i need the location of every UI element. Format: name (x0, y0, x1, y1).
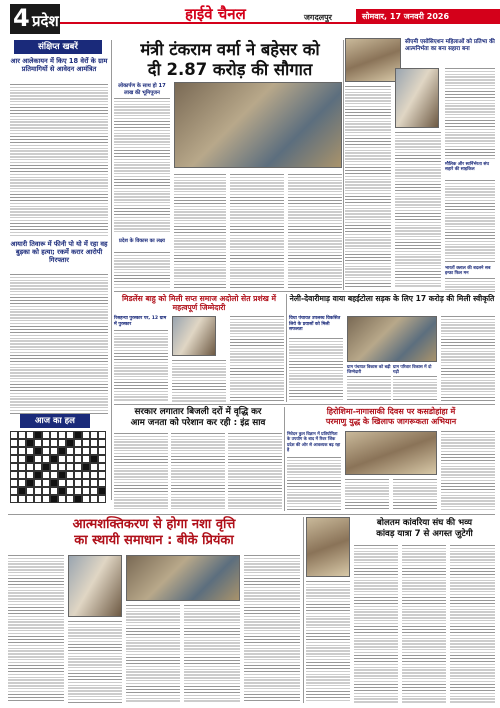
middle-left-story (114, 294, 284, 402)
crossword-cell (34, 455, 42, 463)
crossword-cell (90, 463, 98, 471)
crossword-cell (82, 495, 90, 503)
crossword-cell (82, 455, 90, 463)
crossword-cell (66, 487, 74, 495)
crossword-cell (74, 447, 82, 455)
crossword-cell (98, 495, 106, 503)
lead-body-col4 (288, 174, 342, 288)
crossword-cell (90, 487, 98, 495)
footer-left-headline-line2: का स्थायी समाधान : बीके प्रियंका (74, 533, 234, 548)
crossword-cell (42, 487, 50, 495)
footer-right-headline-line2: कांवड़ यात्रा 7 से अगस्त जुटेगी (376, 529, 473, 539)
footer-left-photo1 (68, 555, 122, 617)
crossword-cell (26, 495, 34, 503)
crossword-cell (58, 447, 66, 455)
crossword-cell (58, 431, 66, 439)
lead-headline-line1: मंत्री टंकराम वर्मा ने बहेसर को (140, 40, 320, 59)
bottom-right-headline-line1: हिरोशिमा-नागासाकी दिवस पर कसडोहांहा में (326, 407, 456, 416)
section-rule (114, 404, 495, 405)
middle-right-photo (347, 316, 437, 362)
crossword-cell (74, 495, 82, 503)
crossword-cell (66, 495, 74, 503)
crossword-cell (58, 495, 66, 503)
crossword-cell (58, 463, 66, 471)
bottom-right-body-col2 (345, 479, 389, 511)
crossword-cell (18, 487, 26, 495)
crossword-cell (10, 455, 18, 463)
crossword-cell (98, 479, 106, 487)
sidebar-story2-headline: आयारी तिवारू में फीनी पो यो में रहा वह बुड़का को हत्या; रकमें करार आरोपी गिरफ्तार (10, 240, 108, 264)
lead-body-col3 (230, 174, 284, 288)
middle-right-subhead3: ग्राम परिवार विकास में दो गढ़ी (393, 364, 432, 375)
right-top-body-col1 (345, 86, 391, 288)
crossword-cell (66, 447, 74, 455)
crossword-cell (26, 471, 34, 479)
crossword-cell (18, 495, 26, 503)
crossword-cell (74, 431, 82, 439)
footer-right-body-col1 (306, 581, 350, 703)
footer-left-body-col1 (8, 555, 64, 703)
crossword-cell (50, 487, 58, 495)
crossword-cell (34, 495, 42, 503)
sidebar-story1-body (10, 84, 108, 236)
bottom-right-body-col1 (287, 457, 341, 511)
crossword-cell (66, 439, 74, 447)
middle-right-subhead: विधा पंचायत उपलब्ध विकसित लिये के प्रयासों को मिली सफलता (289, 316, 341, 333)
crossword-cell (98, 439, 106, 447)
crossword-cell (82, 447, 90, 455)
crossword-cell (18, 479, 26, 487)
sidebar (8, 38, 108, 502)
crossword-cell (26, 487, 34, 495)
lead-headline-line2: दी 2.87 करोड़ की सौगात (147, 60, 313, 79)
crossword-cell (34, 479, 42, 487)
crossword-cell (50, 479, 58, 487)
footer-right-body-col2 (354, 545, 398, 703)
crossword-cell (42, 479, 50, 487)
footer-left-body-col5 (244, 555, 300, 703)
issue-date: सोमवार, 17 जनवरी 2026 (362, 12, 450, 21)
footer-right-story (306, 517, 495, 703)
bottom-left-headline-line2: आम जनता को परेशान कर रही : इंद्र साव (130, 418, 266, 428)
middle-left-headline: मिडलेंस बाहु को मिली सप्त समाज अदोलो सेत प्रशंख में महत्वपूर्ण जिम्मेदारी (121, 294, 277, 313)
bottom-right-body-col3 (393, 479, 437, 511)
right-top-subhead1: मौलिक और स्वर्निर्भरता संघ सहारे की साइकिल (445, 162, 489, 173)
crossword-grid (10, 431, 106, 503)
right-top-body-col2 (395, 132, 441, 288)
crossword-cell (10, 431, 18, 439)
column-divider (286, 294, 287, 402)
crossword-cell (58, 439, 66, 447)
footer-left-photo2 (126, 555, 240, 601)
crossword-cell (34, 431, 42, 439)
footer-right-photo (306, 517, 350, 577)
crossword-cell (26, 447, 34, 455)
middle-right-headline: नेली-देवारीमाड़ वाया बहईटोला सड़क के लिए 17 करोड़ की मिली स्वीकृति (289, 294, 495, 303)
crossword-cell (26, 463, 34, 471)
column-divider (284, 407, 285, 511)
crossword-cell (50, 455, 58, 463)
footer-right-body-col3 (402, 545, 446, 703)
crossword-cell (58, 487, 66, 495)
crossword-cell (34, 447, 42, 455)
right-top-story (345, 38, 495, 290)
crossword-cell (50, 447, 58, 455)
city-name: जगदलपुर (304, 13, 332, 22)
crossword-cell (50, 431, 58, 439)
crossword-cell (74, 471, 82, 479)
middle-left-body-col3 (230, 316, 284, 402)
crossword-cell (66, 479, 74, 487)
crossword-cell (74, 455, 82, 463)
crossword-cell (42, 439, 50, 447)
section-rule (8, 514, 495, 515)
crossword-cell (90, 471, 98, 479)
footer-left-story (8, 517, 300, 703)
crossword-cell (66, 431, 74, 439)
brief-news-box-title: संक्षिप्त खबरें (14, 40, 102, 54)
crossword-cell (82, 479, 90, 487)
crossword-cell (82, 463, 90, 471)
footer-left-body-col4 (184, 605, 240, 703)
crossword-cell (42, 471, 50, 479)
crossword-cell (90, 439, 98, 447)
middle-right-body-col2 (347, 376, 391, 402)
middle-left-photo (172, 316, 216, 356)
crossword-cell (98, 431, 106, 439)
crossword-cell (98, 487, 106, 495)
crossword-cell (26, 479, 34, 487)
right-top-body-col3 (445, 68, 495, 160)
crossword-cell (42, 495, 50, 503)
crossword-cell (58, 455, 66, 463)
masthead (0, 0, 500, 36)
right-top-photo (345, 38, 401, 82)
crossword-cell (74, 439, 82, 447)
crossword-cell (50, 439, 58, 447)
crossword-cell (42, 455, 50, 463)
lead-photo (174, 82, 342, 168)
crossword-cell (18, 463, 26, 471)
lead-body-col1b (114, 252, 170, 288)
crossword-cell (98, 471, 106, 479)
bottom-right-body-col4 (441, 431, 495, 511)
column-divider (111, 40, 112, 500)
puzzle-title: आज का हल (20, 414, 90, 428)
crossword-cell (34, 487, 42, 495)
crossword-cell (26, 431, 34, 439)
crossword-cell (66, 471, 74, 479)
middle-left-body-col2 (172, 360, 226, 402)
crossword-cell (90, 455, 98, 463)
crossword-cell (42, 447, 50, 455)
crossword-cell (58, 479, 66, 487)
crossword-cell (18, 439, 26, 447)
sidebar-story1-headline: आर आलेकायन में किए 18 वेरों के ग्राम प्रतिमागियों से आवेदन आमंत्रित (10, 57, 108, 73)
middle-right-body-col3 (393, 376, 437, 402)
bottom-left-body-col2 (171, 433, 225, 511)
lead-body-col1 (114, 98, 170, 234)
right-top-photo2 (395, 68, 439, 128)
sidebar-story2-body (10, 274, 108, 414)
section-rule (114, 291, 495, 292)
crossword-cell (82, 431, 90, 439)
bottom-left-headline-line1: सरकार लगातार बिजली दरों में वृद्धि कर (134, 407, 262, 417)
crossword-cell (50, 463, 58, 471)
lead-story (114, 38, 342, 290)
crossword-cell (58, 471, 66, 479)
crossword-cell (10, 495, 18, 503)
right-top-subhead2: भारतों क्लाल की बदलने सब इन्फ्रा फिल मन (445, 266, 491, 277)
crossword-cell (98, 455, 106, 463)
bottom-left-body-col3 (228, 433, 282, 511)
bottom-right-subhead: निवेदन कुल विज्ञान में प्रतियोगिता के उपयोग के बाद में रिवर जिंक प्रदेश की ओर से आवश्यक बढ़ रहा है (287, 431, 341, 453)
crossword-cell (98, 463, 106, 471)
footer-left-body-col2 (68, 621, 122, 703)
crossword-cell (10, 447, 18, 455)
footer-left-headline-line1: आत्मशक्तिकरण से होगा नशा वृत्ति (72, 517, 236, 532)
footer-right-headline-line1: बोलतम कांवरिया संघ की भव्य (376, 518, 473, 528)
crossword-cell (26, 439, 34, 447)
right-top-headline: सीएमी एसोसिएशन महिलाओं को प्रतिभा की आत्मनिर्भता का बना सहारा बना (405, 39, 495, 52)
crossword-cell (66, 455, 74, 463)
footer-right-body-col4 (450, 545, 495, 703)
lead-body-col2 (174, 174, 226, 288)
crossword-cell (82, 471, 90, 479)
crossword-cell (50, 471, 58, 479)
right-top-body-col3c (445, 278, 495, 290)
crossword-cell (42, 431, 50, 439)
crossword-cell (34, 439, 42, 447)
crossword-cell (18, 455, 26, 463)
column-divider (303, 517, 304, 703)
crossword-cell (42, 463, 50, 471)
middle-right-body-col4 (441, 316, 495, 402)
bottom-left-story (114, 407, 282, 511)
crossword-cell (90, 479, 98, 487)
crossword-cell (26, 455, 34, 463)
bottom-right-story (287, 407, 495, 511)
crossword-cell (74, 487, 82, 495)
crossword-cell (66, 463, 74, 471)
crossword-cell (90, 495, 98, 503)
crossword-cell (18, 471, 26, 479)
crossword-cell (34, 463, 42, 471)
middle-left-subhead: रिसहन्या पुरस्कार पर, 12 ग्राम में पुरस्कार (114, 316, 167, 327)
bottom-right-photo (345, 431, 437, 475)
section-label: प्रदेश (32, 12, 59, 30)
crossword-cell (10, 463, 18, 471)
crossword-cell (82, 439, 90, 447)
lead-caption: प्रदेश के विकास का लक्ष्य (119, 238, 165, 244)
middle-left-body-col1 (114, 330, 168, 402)
middle-right-subhead2: ग्राम पंचायत विकास को बढ़ी जिम्मेदारी (347, 364, 391, 375)
bottom-left-body-col1 (114, 433, 168, 511)
right-top-body-col3b (445, 180, 495, 264)
crossword-cell (18, 447, 26, 455)
crossword-cell (10, 439, 18, 447)
crossword-cell (98, 447, 106, 455)
crossword-cell (50, 495, 58, 503)
crossword-cell (10, 479, 18, 487)
crossword-cell (18, 431, 26, 439)
lead-subhead: लोकार्पण के साथ हो 17 लाख की भूमिपूजन (118, 83, 166, 96)
footer-left-body-col3 (126, 605, 180, 703)
brand-name: हाईवे चैनल (185, 5, 246, 23)
crossword-cell (10, 471, 18, 479)
middle-right-body-col1 (289, 338, 343, 402)
crossword-cell (90, 447, 98, 455)
crossword-cell (82, 487, 90, 495)
middle-right-story (289, 294, 495, 402)
crossword-cell (74, 479, 82, 487)
crossword-cell (90, 431, 98, 439)
page-number: 4 (13, 4, 30, 32)
column-divider (343, 40, 344, 290)
crossword-cell (34, 471, 42, 479)
bottom-right-headline-line2: परमाणु युद्ध के खिलाफ जागरूकता अभियान (325, 417, 457, 426)
crossword-cell (10, 487, 18, 495)
crossword-cell (74, 463, 82, 471)
